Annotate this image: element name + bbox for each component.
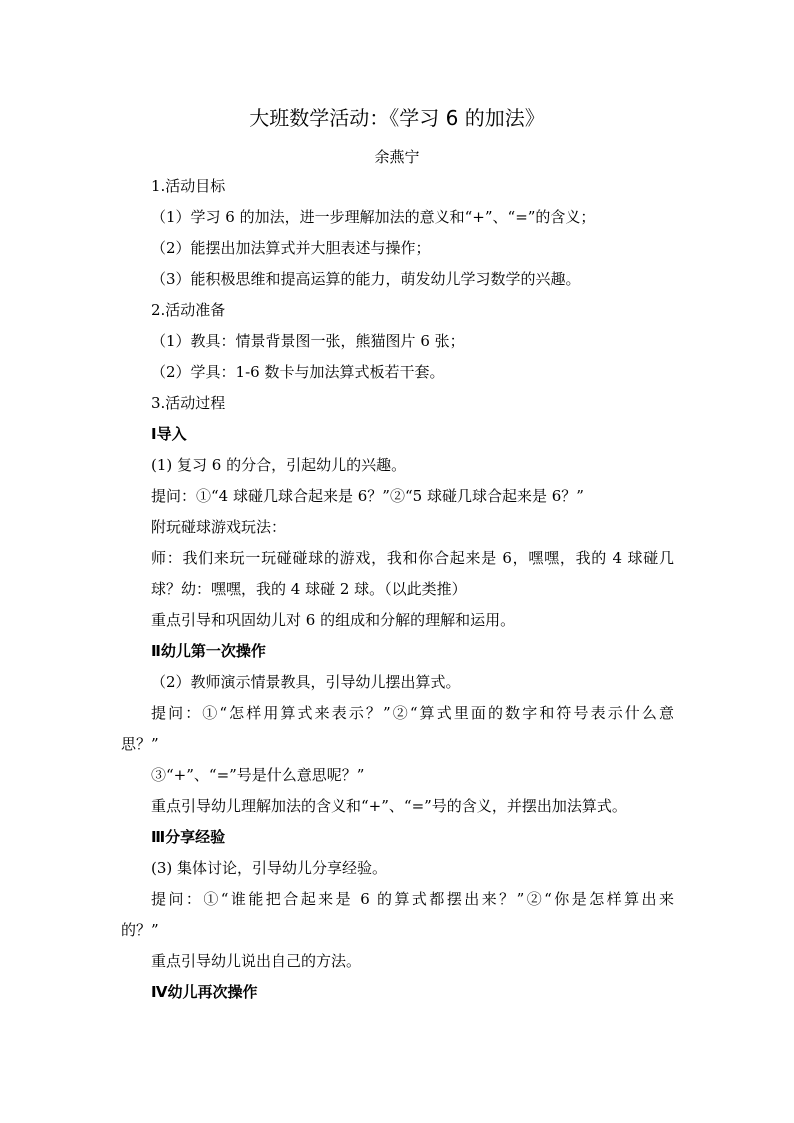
subheading-intro: Ⅰ导入 [151,425,187,443]
paragraph-line: （1）学习 6 的加法，进一步理解加法的意义和“+”、“=”的含义； [151,208,596,226]
paragraph-line: 思？” [121,735,159,753]
subheading-first-operation: Ⅱ幼儿第一次操作 [151,642,266,660]
paragraph-line: （2）学具：1-6 数卡与加法算式板若干套。 [151,363,445,381]
paragraph-line: （1）教具：情景背景图一张，熊猫图片 6 张； [151,332,465,350]
document-title: 大班数学活动：《学习 6 的加法》 [249,106,545,130]
paragraph-line: 重点引导幼儿理解加法的含义和“+”、“=”号的含义，并摆出加法算式。 [151,797,627,815]
section-heading-process: 3.活动过程 [151,394,226,412]
paragraph-line: (3) 集体讨论，引导幼儿分享经验。 [151,859,388,877]
paragraph-line: （2）教师演示情景教具，引导幼儿摆出算式。 [151,673,461,691]
paragraph-line: 提问：①“4 球碰几球合起来是 6？”②“5 球碰几球合起来是 6？” [151,487,584,505]
subheading-share-experience: Ⅲ分享经验 [151,828,226,846]
paragraph-line: （2）能摆出加法算式并大胆表述与操作； [151,239,431,257]
section-heading-preparation: 2.活动准备 [151,301,226,319]
paragraph-line: 重点引导和巩固幼儿对 6 的组成和分解的理解和运用。 [151,611,516,629]
paragraph-line: (1) 复习 6 的分合，引起幼儿的兴趣。 [151,456,407,474]
paragraph-line: 球？幼：嘿嘿，我的 4 球碰 2 球。（以此类推） [151,580,467,598]
section-heading-goals: 1.活动目标 [151,177,226,195]
paragraph-line: 提问：①“怎样用算式来表示？”②“算式里面的数字和符号表示什么意 [151,704,674,722]
paragraph-line: 师：我们来玩一玩碰碰球的游戏，我和你合起来是 6，嘿嘿，我的 4 球碰几 [151,549,674,567]
paragraph-line: 提问：①“谁能把合起来是 6 的算式都摆出来？”②“你是怎样算出来 [151,890,674,908]
paragraph-line: 附玩碰球游戏玩法： [151,518,287,536]
paragraph-line: ③“+”、“=”号是什么意思呢？” [151,766,365,784]
document-author: 余燕宁 [374,148,420,166]
paragraph-line: 重点引导幼儿说出自己的方法。 [151,952,362,970]
paragraph-line: （3）能积极思维和提高运算的能力，萌发幼儿学习数学的兴趣。 [151,270,581,288]
subheading-second-operation: Ⅳ幼儿再次操作 [151,983,258,1001]
paragraph-line: 的？” [121,921,159,939]
